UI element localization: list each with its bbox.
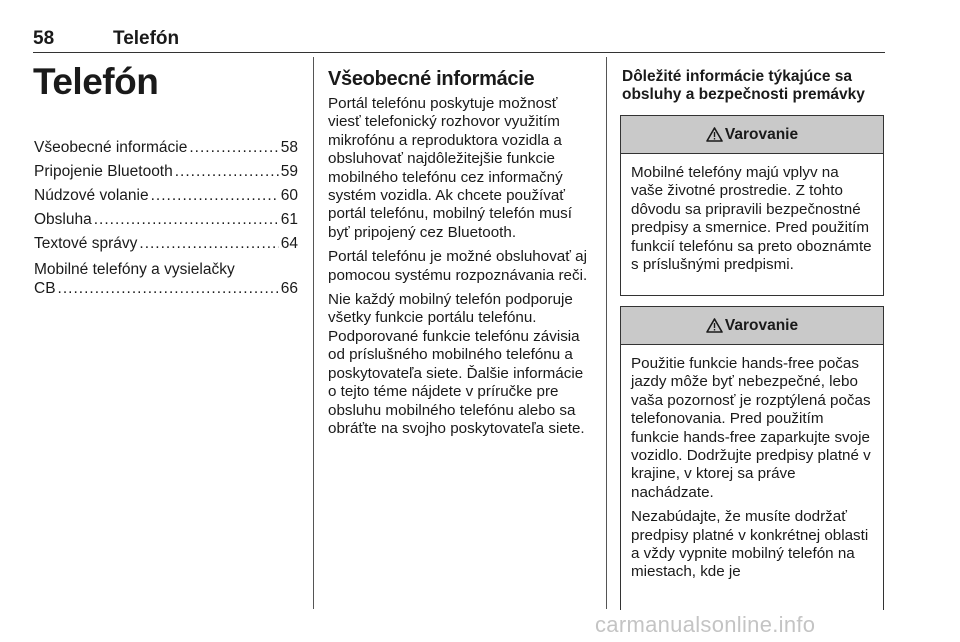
paragraph: Nie každý mobilný telefón podporuje všetky funkcie portálu telefónu. Podporované funkcie telefónu závisia od príslušného mobilného telefónu a poskytovateľa siete. Ďalšie informácie o tejto téme nájdete v príručke pre obsluhu mobilného telefónu alebo sa obráťte na svojho poskytovateľa siete. <box>328 291 585 437</box>
watermark: carmanualsonline.info <box>595 612 816 637</box>
paragraph: Portál telefónu je možné obsluhovať aj pomocou systému rozpoznávania reči. <box>328 248 588 284</box>
toc-item[interactable]: Núdzové volanie ..... 60 <box>34 184 298 208</box>
toc-item[interactable]: Mobilné telefóny a vysielačky CB ..... 66 <box>34 260 298 298</box>
subsection-title: Dôležité informácie týkajúce sa obsluhy a bezpečnosti premávky <box>622 68 865 103</box>
warning-header <box>621 307 883 345</box>
toc-item[interactable]: Textové správy ..... 64 <box>34 232 298 256</box>
warning-box <box>620 115 884 296</box>
warning-text: Použitie funkcie hands-free počas jazdy môže byť nebezpečné, lebo vaša pozornosť je rozptýlená počas telefonovania. Pred použitím funkcie hands-free zaparkujte svoje vozidlo. Dodržujte predpisy platné v krajine, v ktorej sa práve nachádzate. <box>631 355 871 501</box>
warning-triangle-icon <box>706 318 723 333</box>
warning-header <box>621 116 883 154</box>
toc-item[interactable]: Obsluha ..... 61 <box>34 208 298 232</box>
page-header <box>33 26 885 53</box>
running-title: Telefón <box>113 28 180 49</box>
column-divider <box>313 57 314 609</box>
important-info-column <box>620 58 886 104</box>
general-info-column <box>328 58 593 444</box>
warning-box <box>620 306 884 610</box>
section-title: Všeobecné informácie <box>328 68 535 90</box>
column-divider <box>606 57 607 609</box>
toc-column <box>34 58 298 298</box>
warning-triangle-icon <box>706 127 723 142</box>
page-number: 58 <box>33 28 55 49</box>
warning-label: Varovanie <box>724 125 799 143</box>
warning-label: Varovanie <box>724 316 799 334</box>
chapter-title: Telefón <box>33 61 159 102</box>
warning-text: Nezabúdajte, že musíte dodržať predpisy platné v konkrétnej oblasti a vždy vypnite mobilný telefón na miestach, kde je <box>631 508 869 581</box>
table-of-contents <box>34 136 298 298</box>
paragraph: Portál telefónu poskytuje možnosť viesť telefonický rozhovor využitím mikrofónu a reproduktora vozidla a obsluhovať najdôležitejšie funkcie mobilného telefónu cez informačný systém vozidla. Ak chcete používať portál telefónu, mobilný telefón musí byť pripojený cez Bluetooth. <box>328 95 572 241</box>
toc-item[interactable]: Všeobecné informácie ..... 58 <box>34 136 298 160</box>
warning-text: Mobilné telefóny majú vplyv na vaše životné prostredie. Z tohto dôvodu sa pripravili bezpečnostné predpisy a smernice. Pred použitím funkcií telefónu sa preto oboznámte s príslušnými predpismi. <box>631 164 872 274</box>
toc-item[interactable]: Pripojenie Bluetooth ..... 59 <box>34 160 298 184</box>
